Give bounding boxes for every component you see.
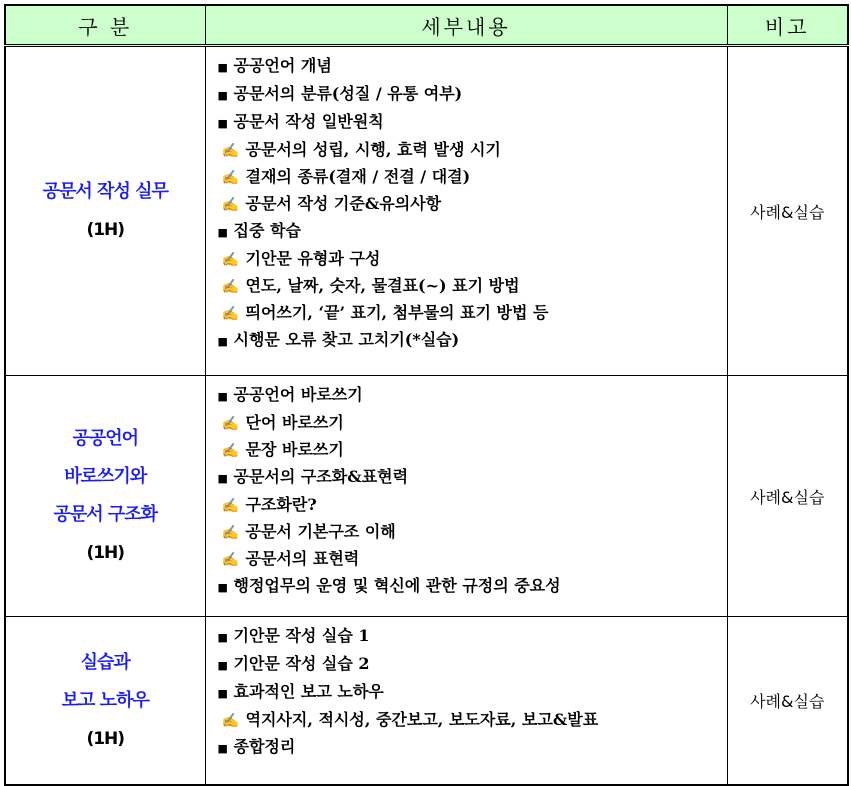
item-text: 시행문 오류 찾고 고치기(*실습): [233, 330, 460, 349]
item-text: 구조화란?: [245, 495, 317, 514]
writing-hand-icon: ✍: [221, 279, 239, 295]
section-title-line: 실습과: [80, 651, 130, 673]
writing-hand-icon: ✍: [221, 443, 239, 459]
writing-hand-icon: ✍: [221, 552, 239, 568]
square-bullet-icon: ■: [217, 89, 228, 102]
bullet-item: [218, 464, 727, 492]
item-text: 연도, 날짜, 숫자, 물결표(~) 표기 방법: [245, 276, 520, 295]
section-title-cell: [5, 46, 205, 376]
header-details: 세부내용: [205, 5, 727, 46]
item-text: 공문서의 표현력: [245, 549, 360, 568]
sub-item: [218, 273, 727, 300]
square-bullet-icon: ■: [217, 659, 228, 672]
bullet-item: [218, 53, 727, 81]
square-bullet-icon: ■: [217, 335, 228, 348]
item-text: 공공언어 개념: [233, 56, 332, 75]
writing-hand-icon: ✍: [221, 170, 239, 186]
section-title-line: 바로쓰기와: [64, 466, 147, 487]
item-text: 공공언어 바로쓰기: [233, 385, 363, 404]
item-text: 공문서의 구조화&표현력: [233, 467, 409, 486]
bullet-item: [218, 623, 727, 651]
section-title-line: 보고 노하우: [61, 689, 149, 711]
writing-hand-icon: ✍: [221, 416, 239, 432]
writing-hand-icon: ✍: [221, 525, 239, 541]
item-text: 단어 바로쓰기: [245, 413, 344, 432]
writing-hand-icon: ✍: [221, 306, 239, 322]
sub-item: [218, 437, 727, 464]
square-bullet-icon: ■: [217, 631, 228, 644]
item-text: 공문서의 분류(성질 / 유통 여부): [233, 84, 463, 103]
bullet-item: [218, 327, 727, 355]
sub-item: [218, 246, 727, 273]
sub-item: [218, 546, 727, 573]
header-category: 구 분: [5, 5, 205, 46]
sub-item: [218, 164, 727, 191]
sub-item: [218, 137, 727, 164]
writing-hand-icon: ✍: [221, 143, 239, 159]
section-title-line: 공문서 작성 실무: [42, 181, 168, 202]
section-hours: (1H): [86, 728, 125, 749]
remarks-cell: 사례&실습: [727, 376, 848, 617]
item-text: 효과적인 보고 노하우: [233, 682, 384, 701]
square-bullet-icon: ■: [217, 581, 228, 594]
curriculum-table: [4, 4, 849, 786]
square-bullet-icon: ■: [217, 390, 228, 403]
bullet-item: [218, 218, 727, 246]
bullet-item: [218, 573, 727, 601]
remarks-cell: 사례&실습: [727, 46, 848, 376]
details-cell: [205, 46, 727, 376]
square-bullet-icon: ■: [217, 226, 228, 239]
bullet-item: [218, 81, 727, 109]
curriculum-document: [4, 4, 847, 757]
sub-item: [218, 492, 727, 519]
item-text: 기안문 작성 실습 2: [233, 654, 370, 673]
section-title-cell: [5, 376, 205, 617]
square-bullet-icon: ■: [217, 117, 228, 130]
item-text: 종합정리: [233, 737, 296, 756]
bullet-item: [218, 679, 727, 707]
bullet-item: [218, 382, 727, 410]
item-text: 기안문 유형과 구성: [245, 249, 381, 268]
section-hours: (1H): [86, 543, 125, 563]
item-text: 결재의 종류(결재 / 전결 / 대결): [245, 167, 471, 186]
header-row: [5, 5, 848, 46]
bullet-item: [218, 734, 727, 762]
header-remarks: 비고: [727, 5, 848, 46]
writing-hand-icon: ✍: [221, 252, 239, 268]
sub-item: [218, 410, 727, 437]
item-text: 행정업무의 운영 및 혁신에 관한 규정의 중요성: [233, 576, 561, 595]
bullet-item: [218, 651, 727, 679]
section-title-line: 공문서 구조화: [53, 504, 158, 525]
writing-hand-icon: ✍: [221, 713, 239, 729]
square-bullet-icon: ■: [217, 472, 228, 485]
table-row: [5, 617, 848, 786]
item-text: 공문서의 성립, 시행, 효력 발생 시기: [245, 140, 501, 159]
writing-hand-icon: ✍: [221, 197, 239, 213]
item-text: 기안문 작성 실습 1: [233, 626, 370, 645]
bullet-item: [218, 109, 727, 137]
remarks-cell: 사례&실습: [727, 617, 848, 786]
section-title-cell: [5, 617, 205, 786]
item-text: 공문서 작성 기준&유의사항: [245, 194, 442, 213]
square-bullet-icon: ■: [217, 687, 228, 700]
table-row: [5, 376, 848, 617]
details-cell: [205, 376, 727, 617]
writing-hand-icon: ✍: [221, 498, 239, 514]
section-title-line: 공공언어: [72, 428, 139, 449]
sub-item: [218, 707, 727, 734]
item-text: 공문서 작성 일반원칙: [233, 112, 384, 131]
item-text: 공문서 기본구조 이해: [245, 522, 396, 541]
item-text: 집중 학습: [233, 221, 301, 240]
sub-item: [218, 191, 727, 218]
sub-item: [218, 300, 727, 327]
table-row: [5, 46, 848, 376]
section-hours: (1H): [86, 220, 125, 240]
item-text: 띄어쓰기, ‘끝’ 표기, 첨부물의 표기 방법 등: [245, 303, 549, 322]
item-text: 문장 바로쓰기: [245, 440, 344, 459]
item-text: 역지사지, 적시성, 중간보고, 보도자료, 보고&발표: [245, 710, 599, 729]
square-bullet-icon: ■: [217, 61, 228, 74]
square-bullet-icon: ■: [217, 742, 228, 755]
sub-item: [218, 519, 727, 546]
details-cell: [205, 617, 727, 786]
